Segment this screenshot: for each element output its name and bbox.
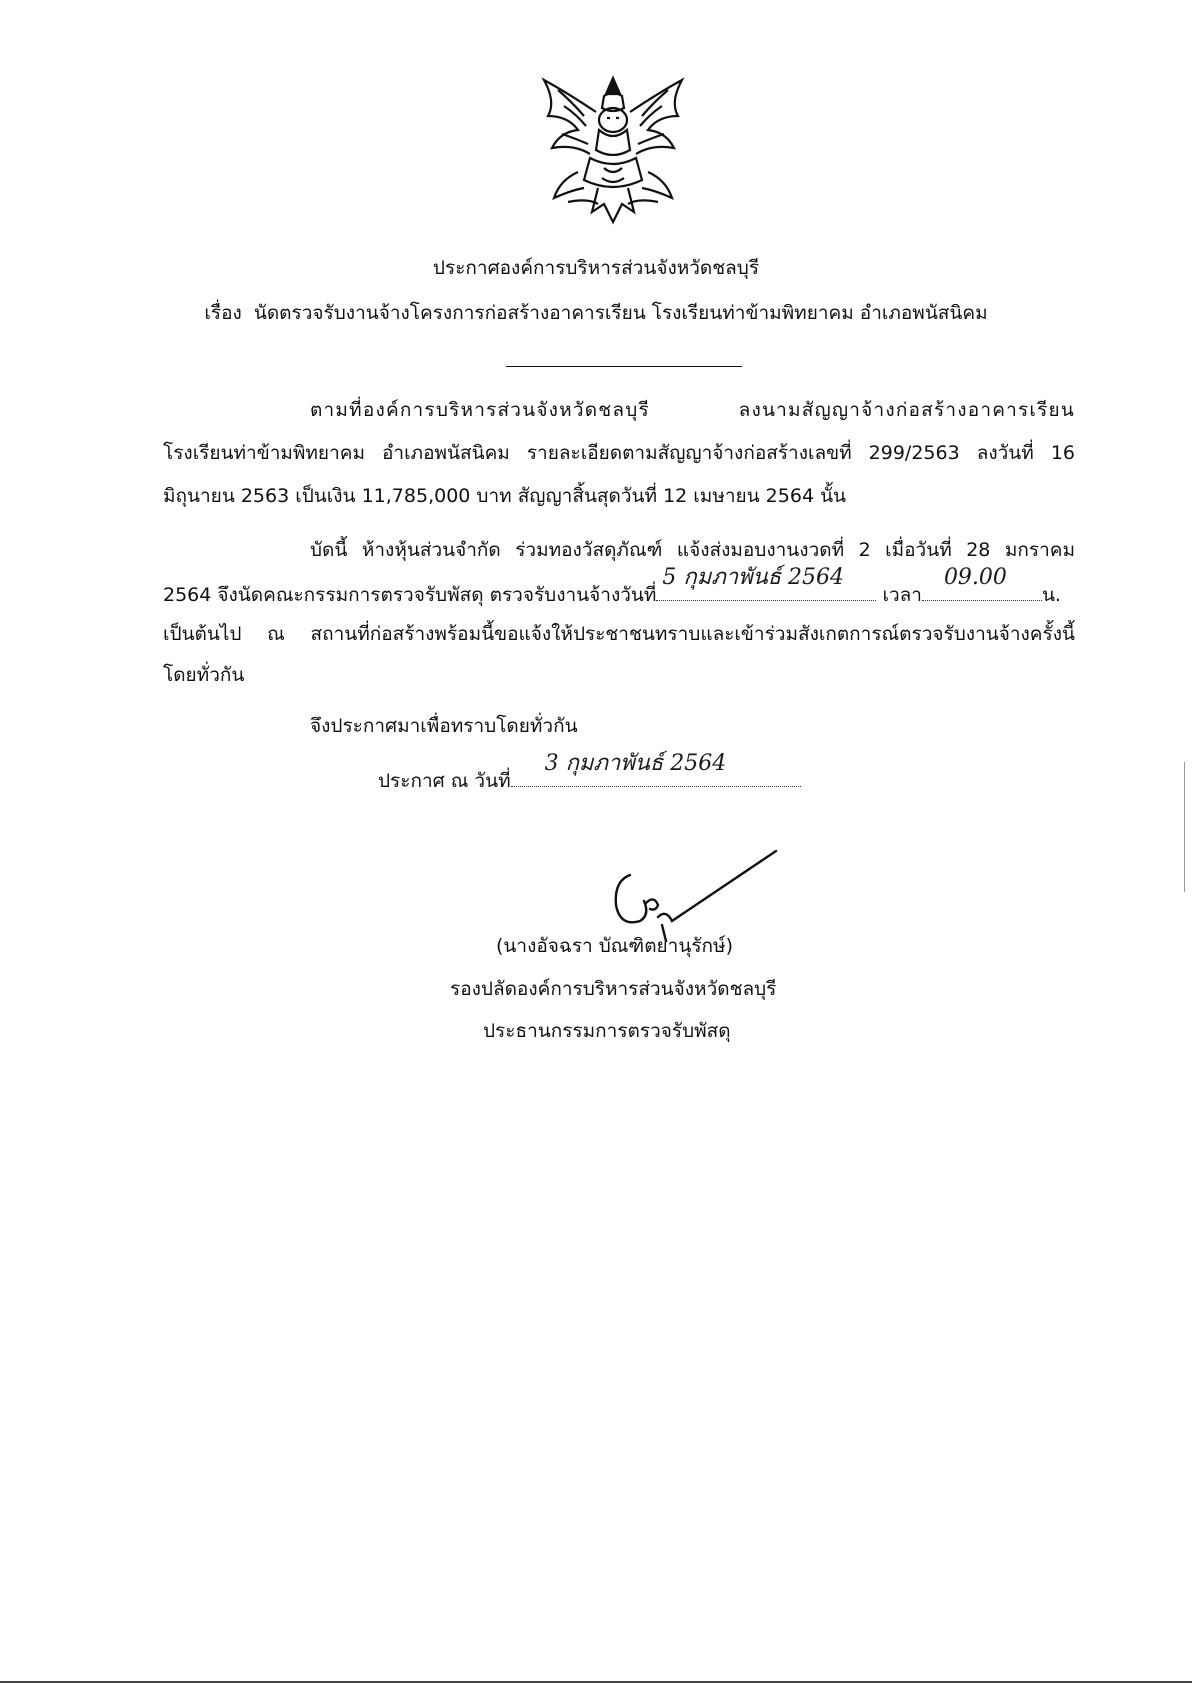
scan-margin-mark [1184,762,1185,892]
paragraph2-line2 [163,565,1061,609]
inspection-time-handwritten: 09.00 [943,565,1007,590]
closing-text: จึงประกาศมาเพื่อทราบโดยทั่วกัน [310,715,578,737]
inspection-time-field [922,565,1042,601]
document-subject [0,299,1192,327]
paragraph1-line2: โรงเรียนท่าข้ามพิทยาคม อำเภอพนัสนิคม รายละเอียดตามสัญญาจ้างก่อสร้างเลขที่ 299/2563 ลงวันที่ 16 [163,442,1075,464]
garuda-emblem-icon [538,72,688,230]
title-divider [506,366,742,367]
paragraph1-line3: มิถุนายน 2563 เป็นเงิน 11,785,000 บาท สัญญาสิ้นสุดวันที่ 12 เมษายน 2564 นั้น [163,485,847,507]
announce-date-label: ประกาศ ณ วันที่ [378,770,511,792]
time-suffix: น. [1041,584,1061,606]
paragraph2-line3: เป็นต้นไป ณ สถานที่ก่อสร้างพร้อมนี้ขอแจ้งให้ประชาชนทราบและเข้าร่วมสังเกตการณ์ตรวจรับงานจ้างครั้งนี้ [163,623,1075,645]
signatory-position-1: รองปลัดองค์การบริหารส่วนจังหวัดชลบุรี [450,978,777,1000]
signatory-name: (นางอัจฉรา บัณฑิตยานุรักษ์) [496,935,733,957]
scan-bottom-edge [0,1681,1192,1683]
subject-label: เรื่อง [204,302,242,324]
subject-text: นัดตรวจรับงานจ้างโครงการก่อสร้างอาคารเรียน โรงเรียนท่าข้ามพิทยาคม อำเภอพนัสนิคม [253,302,988,324]
announce-date-handwritten: 3 กุมภาพันธ์ 2564 [544,751,727,776]
paragraph2-line1: บัดนี้ ห้างหุ้นส่วนจำกัด ร่วมทองวัสดุภัณฑ์ แจ้งส่งมอบงานงวดที่ 2 เมื่อวันที่ 28 มกราคม [310,539,1075,561]
paragraph2-line2-prefix: 2564 จึงนัดคณะกรรมการตรวจรับพัสดุ ตรวจรับงานจ้างวันที่ [163,584,657,606]
handwritten-signature-icon [600,845,780,945]
paragraph1-line1: ตามที่องค์การบริหารส่วนจังหวัดชลบุรี ลงนามสัญญาจ้างก่อสร้างอาคารเรียน [310,399,1075,421]
document-title: ประกาศองค์การบริหารส่วนจังหวัดชลบุรี [432,257,760,279]
signatory-position-2: ประธานกรรมการตรวจรับพัสดุ [483,1020,731,1042]
announce-date-field [511,751,801,787]
paragraph2-line4: โดยทั่วกัน [163,664,245,686]
announce-date-line [378,751,801,795]
inspection-date-handwritten: 5 กุมภาพันธ์ 2564 [662,565,845,590]
time-label: เวลา [882,584,922,606]
inspection-date-field [656,565,876,601]
